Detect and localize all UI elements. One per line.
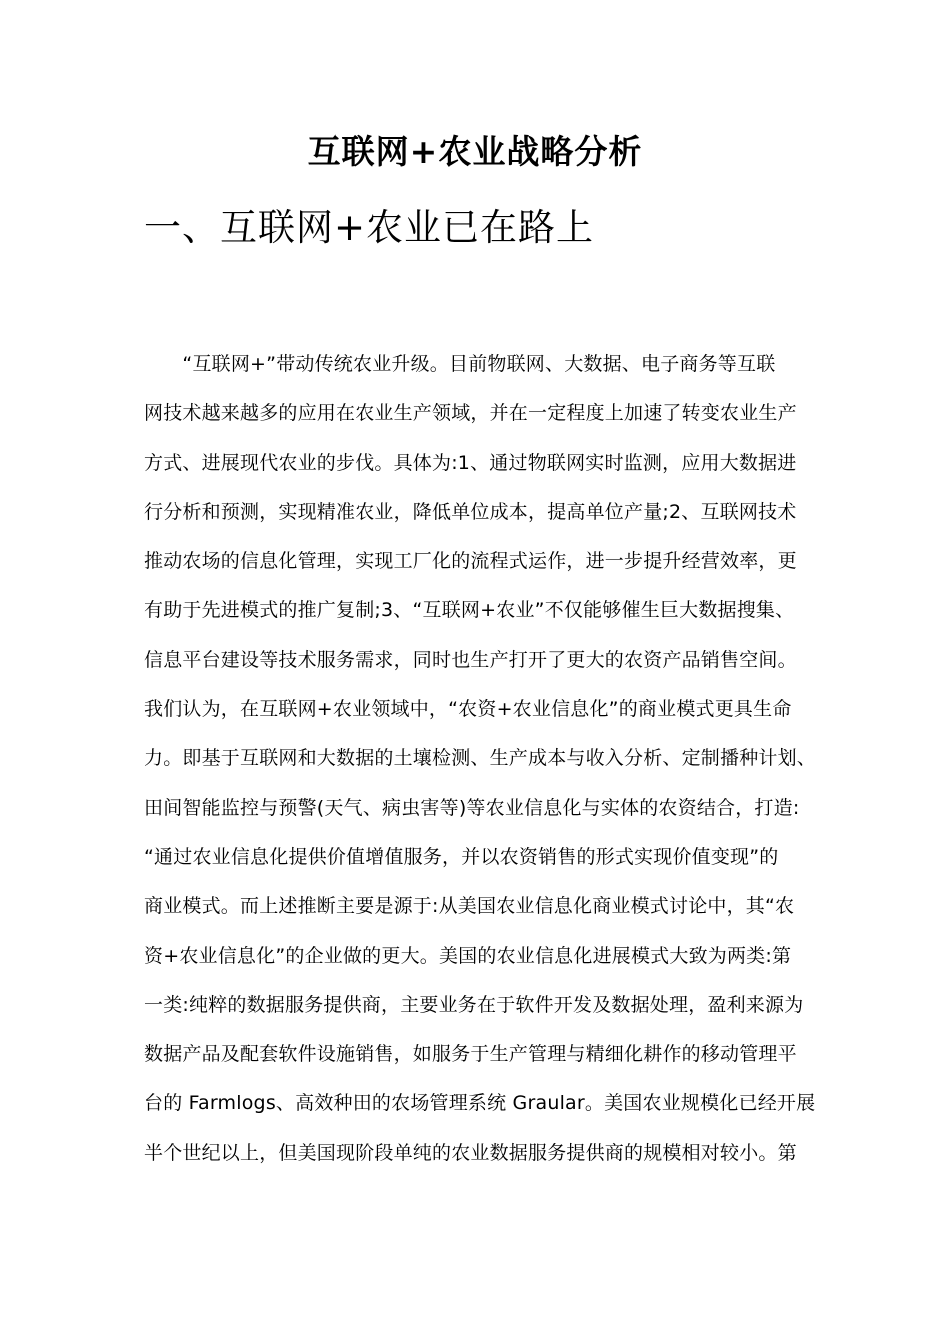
body-paragraph — [144, 344, 844, 1182]
body-line: 信息平台建设等技术服务需求，同时也生产打开了更大的农资产品销售空间。 — [144, 648, 797, 671]
body-line: “互联网+”带动传统农业升级。目前物联网、大数据、电子商务等互联 — [144, 353, 776, 375]
body-line: 方式、进展现代农业的步伐。具体为:1、通过物联网实时监测，应用大数据进 — [144, 451, 797, 474]
body-line: 田间智能监控与预警(天气、病虫害等)等农业信息化与实体的农资结合，打造: — [144, 796, 800, 819]
body-line: 数据产品及配套软件设施销售，如服务于生产管理与精细化耕作的移动管理平 — [144, 1043, 797, 1066]
body-line: 一类:纯粹的数据服务提供商，主要业务在于软件开发及数据处理，盈利来源为 — [144, 993, 804, 1016]
body-line: 有助于先进模式的推广复制;3、“互联网+农业”不仅能够催生巨大数据搜集、 — [144, 599, 795, 622]
body-line: “通过农业信息化提供价值增值服务，并以农资销售的形式实现价值变现”的 — [144, 845, 779, 868]
document-title: 互联网+农业战略分析 — [307, 132, 643, 171]
body-line: 网技术越来越多的应用在农业生产领域，并在一定程度上加速了转变农业生产 — [144, 402, 797, 425]
body-line: 推动农场的信息化管理，实现工厂化的流程式运作，进一步提升经营效率，更 — [144, 550, 797, 573]
section-heading: 一、互联网+农业已在路上 — [144, 206, 595, 249]
body-line: 半个世纪以上，但美国现阶段单纯的农业数据服务提供商的规模相对较小。第 — [144, 1141, 797, 1164]
body-line: 台的 Farmlogs、高效种田的农场管理系统 Graular。美国农业规模化已经开展 — [144, 1092, 816, 1115]
body-line: 商业模式。而上述推断主要是源于:从美国农业信息化商业模式讨论中，其“农 — [144, 895, 795, 918]
body-line: 我们认为，在互联网+农业领域中，“农资+农业信息化”的商业模式更具生命 — [144, 698, 792, 721]
body-line: 资+农业信息化”的企业做的更大。美国的农业信息化进展模式大致为两类:第 — [144, 944, 792, 967]
body-line: 力。即基于互联网和大数据的土壤检测、生产成本与收入分析、定制播种计划、 — [144, 747, 817, 770]
body-line: 行分析和预测，实现精准农业，降低单位成本，提高单位产量;2、互联网技术 — [144, 500, 797, 523]
